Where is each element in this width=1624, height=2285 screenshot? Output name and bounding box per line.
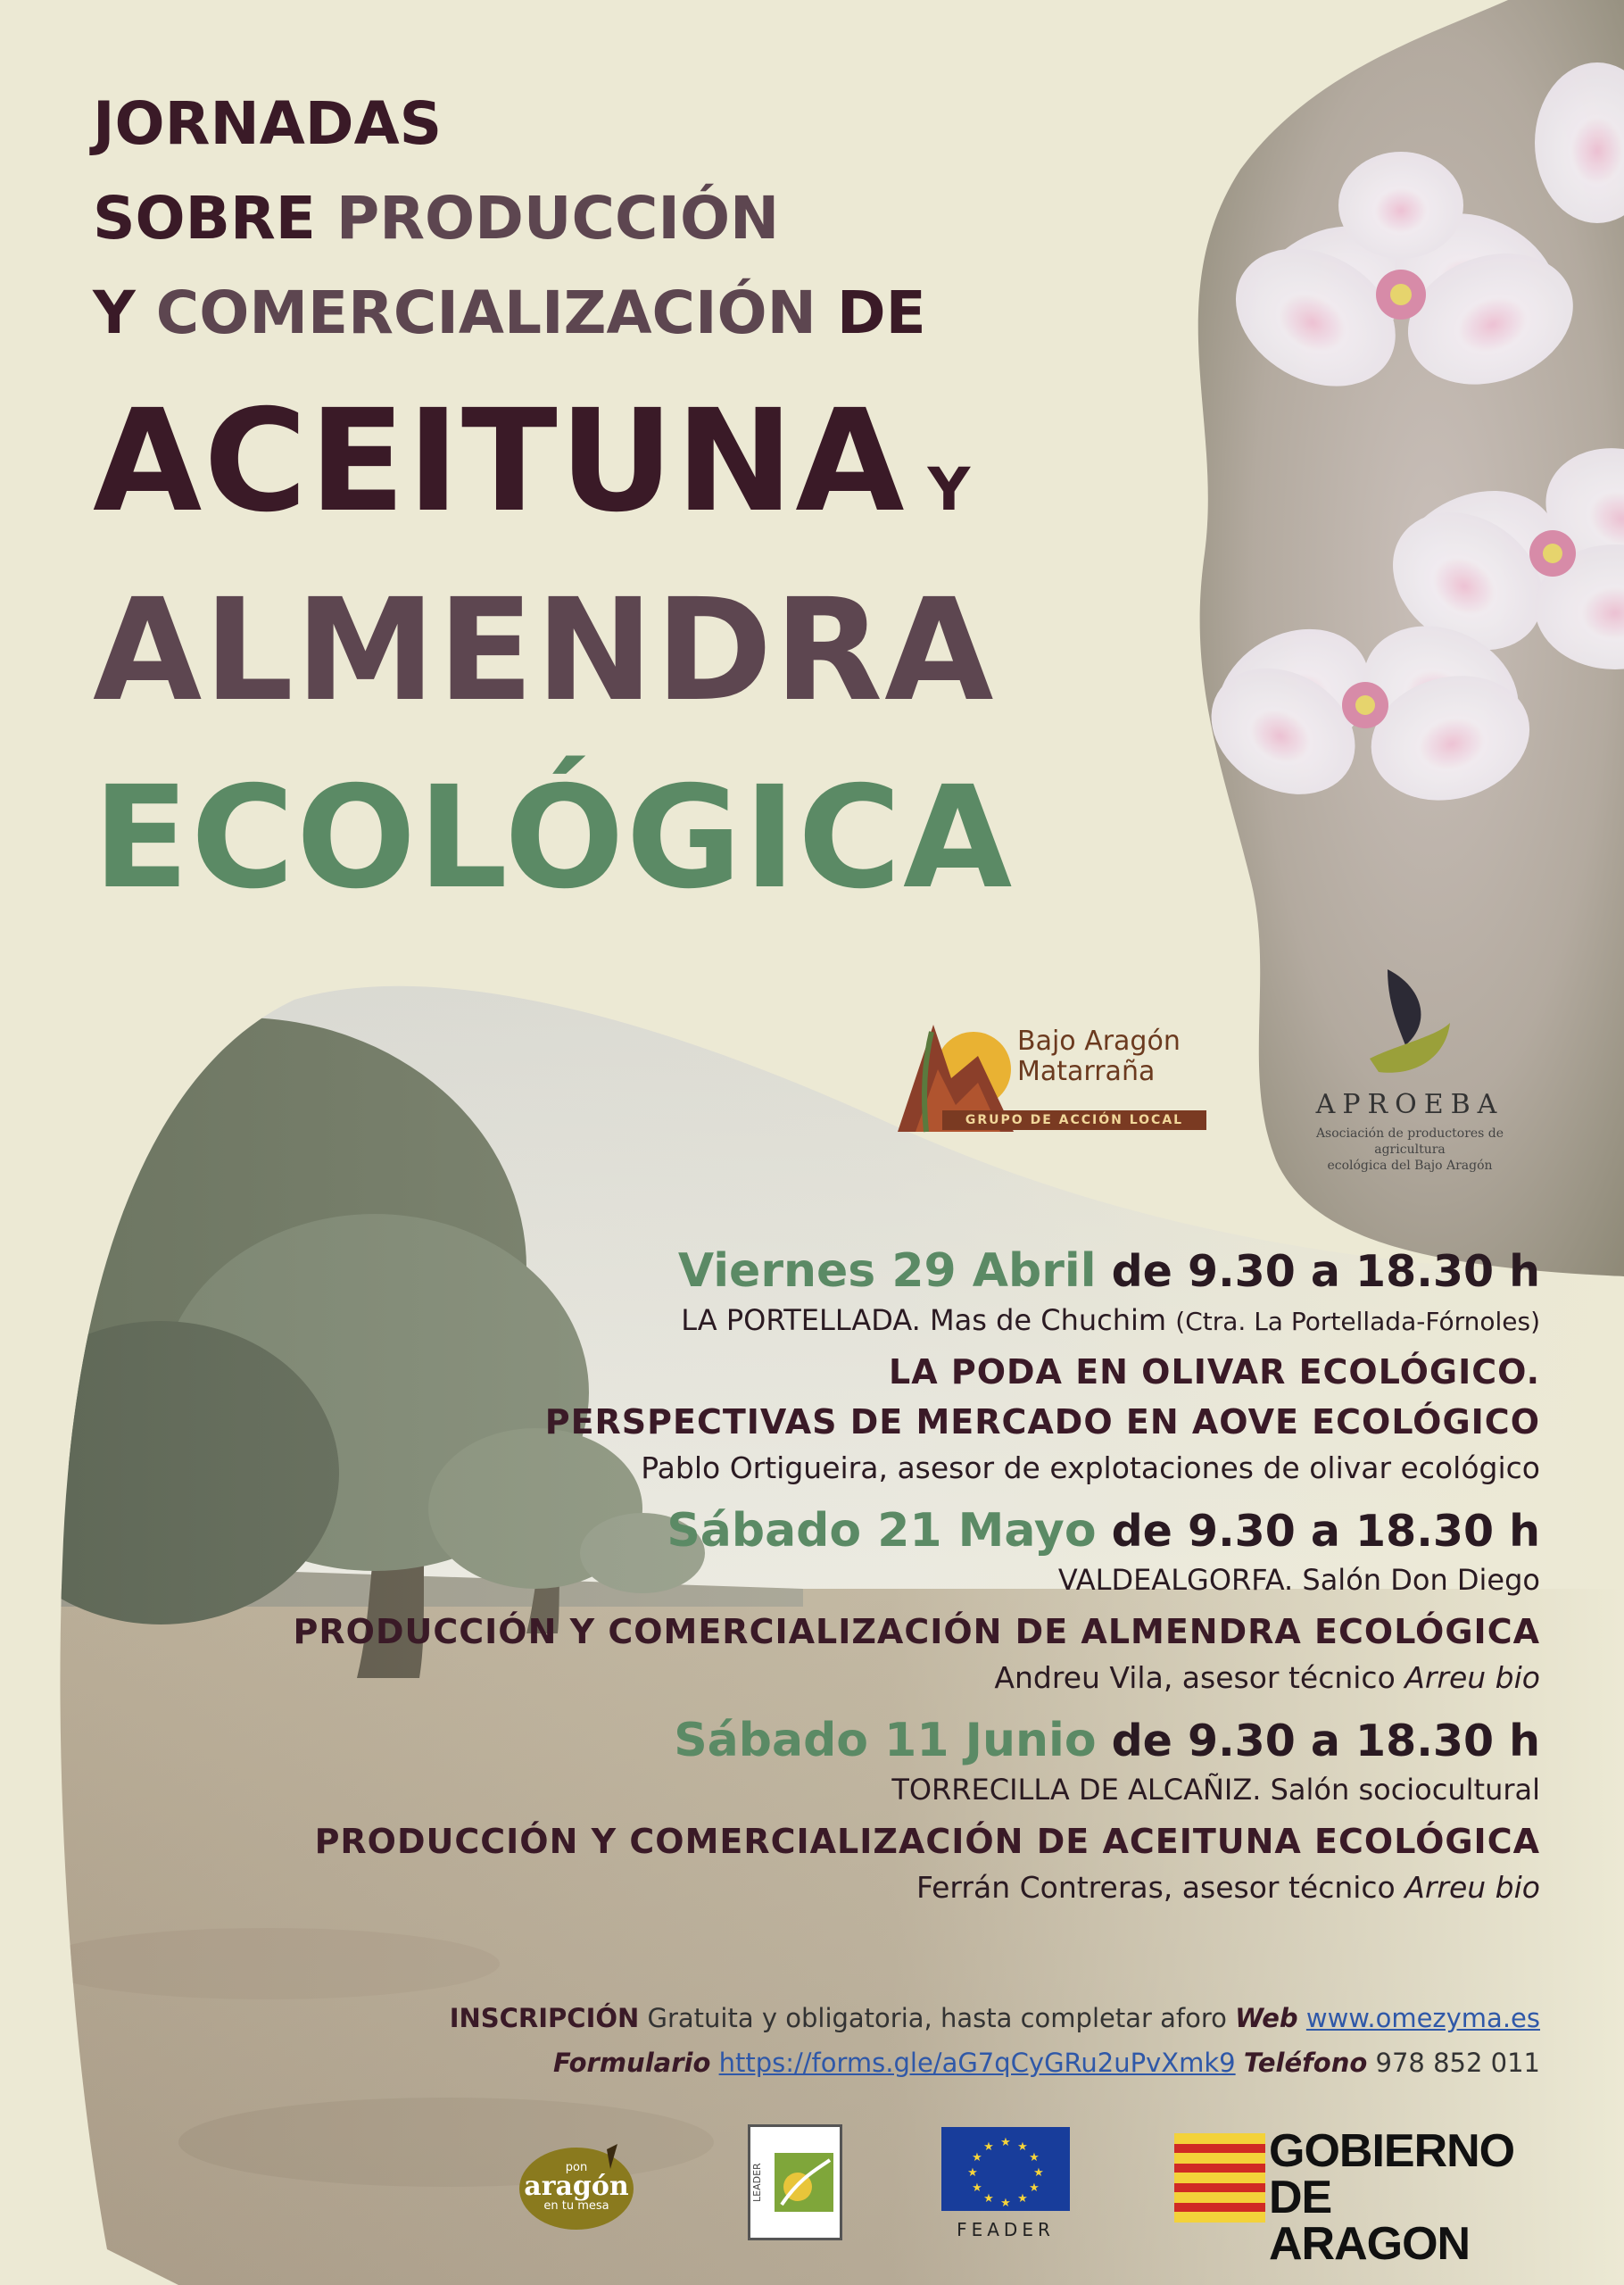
grupo-accion-local-label: GRUPO DE ACCIÓN LOCAL [942, 1110, 1206, 1130]
svg-text:★: ★ [1000, 2136, 1011, 2149]
aproeba-description [1285, 1126, 1535, 1174]
title-word-comercializacion: COMERCIALIZACIÓN [155, 278, 816, 347]
registration-line-1 [450, 1996, 1540, 2040]
event-2-speaker-line [202, 1657, 1540, 1699]
event-2-talk: PRODUCCIÓN Y COMERCIALIZACIÓN DE ALMENDRA ECOLÓGICA [293, 1612, 1540, 1651]
eu-feader-logo [939, 2124, 1073, 2240]
title-word-y: Y [93, 278, 136, 347]
en-tu-mesa-label: en tu mesa [543, 2199, 609, 2213]
svg-text:★: ★ [967, 2166, 978, 2180]
matarrana-name: Matarraña [1017, 1056, 1156, 1087]
event-3-time: de 9.30 a 18.30 h [1111, 1716, 1540, 1766]
leader-emblem-icon [773, 2151, 835, 2214]
event-3-talk: PRODUCCIÓN Y COMERCIALIZACIÓN DE ACEITUNA ECOLÓGICA [314, 1822, 1540, 1861]
web-link[interactable]: www.omezyma.es [1305, 2003, 1540, 2033]
event-1-date: Viernes 29 Abril [677, 1244, 1097, 1298]
eu-flag-icon [939, 2124, 1073, 2214]
registration-info [450, 1996, 1540, 2085]
title-word-y-small: Y [927, 455, 973, 524]
aproeba-desc-line-1: Asociación de productores de agricultura [1315, 1126, 1504, 1157]
phone-label: Teléfono [1243, 2048, 1368, 2078]
title-ecologica: ECOLÓGICA [93, 756, 1015, 920]
title-word-de: DE [836, 278, 926, 347]
event-1-talk-1: LA PODA EN OLIVAR ECOLÓGICO. [889, 1352, 1540, 1392]
event-3-place: TORRECILLA DE ALCAÑIZ. Salón sociocultural [891, 1773, 1540, 1807]
event-2-date-line [202, 1502, 1540, 1560]
bajo-aragon-name: Bajo Aragón [1017, 1026, 1181, 1057]
gobierno-aragon-logo [1174, 2125, 1540, 2270]
event-3-speaker: Ferrán Contreras, asesor técnico [916, 1870, 1396, 1905]
event-1-date-line [202, 1242, 1540, 1300]
leader-label: LEADER [751, 2163, 763, 2202]
event-1 [202, 1242, 1540, 1490]
aragon-flag-icon [1174, 2133, 1265, 2223]
title-word-sobre: SOBRE [93, 184, 316, 253]
pon-label: pon [565, 2161, 588, 2174]
form-link[interactable]: https://forms.gle/aG7qCyGRu2uPvXmk9 [718, 2048, 1236, 2078]
svg-text:★: ★ [1029, 2181, 1040, 2195]
gobierno-label: GOBIERNO [1269, 2125, 1515, 2177]
registration-text: Gratuita y obligatoria, hasta completar aforo [647, 2003, 1227, 2033]
events-list [202, 1242, 1540, 1909]
phone-number: 978 852 011 [1375, 2048, 1540, 2078]
title-line-2 [93, 184, 780, 253]
event-3 [202, 1712, 1540, 1909]
title-word-aceituna: ACEITUNA [93, 379, 907, 544]
registration-label: INSCRIPCIÓN [449, 2003, 640, 2033]
event-2-speaker-org: Arreu bio [1404, 1660, 1540, 1695]
svg-text:★: ★ [1033, 2166, 1044, 2180]
svg-text:★: ★ [983, 2192, 994, 2206]
svg-text:★: ★ [1017, 2192, 1028, 2206]
title-word-produccion: PRODUCCIÓN [336, 184, 780, 253]
event-2-time: de 9.30 a 18.30 h [1111, 1506, 1540, 1557]
event-2-date: Sábado 21 Mayo [667, 1504, 1097, 1558]
web-label: Web [1235, 2003, 1298, 2033]
leader-logo [748, 2124, 842, 2240]
event-3-speaker-line [202, 1866, 1540, 1909]
form-label: Formulario [553, 2048, 711, 2078]
event-2-place: VALDEALGORFA. Salón Don Diego [1057, 1563, 1540, 1597]
event-3-date: Sábado 11 Junio [674, 1714, 1097, 1767]
svg-text:★: ★ [1029, 2151, 1040, 2165]
title-line-1: JORNADAS [93, 89, 443, 158]
title-aceituna [93, 379, 973, 544]
event-1-time: de 9.30 a 18.30 h [1111, 1246, 1540, 1297]
de-aragon-label: DE ARAGON [1269, 2172, 1471, 2270]
bajo-aragon-logo [889, 1007, 1210, 1141]
event-1-place-line [202, 1300, 1540, 1342]
event-2 [202, 1502, 1540, 1699]
aproeba-desc-line-2: ecológica del Bajo Aragón [1327, 1159, 1493, 1173]
event-1-speaker: Pablo Ortigueira, asesor de explotaciones de olivar ecológico [641, 1450, 1540, 1485]
event-1-talk-2: PERSPECTIVAS DE MERCADO EN AOVE ECOLÓGICO [544, 1402, 1540, 1442]
svg-text:★: ★ [983, 2140, 994, 2154]
registration-line-2 [450, 2040, 1540, 2085]
pon-aragon-logo [518, 2142, 635, 2231]
feader-label: FEADER [957, 2219, 1055, 2240]
aragon-label: aragón [524, 2171, 629, 2202]
svg-text:★: ★ [1017, 2140, 1028, 2154]
svg-text:★: ★ [972, 2181, 982, 2195]
event-3-date-line [202, 1712, 1540, 1770]
svg-text:★: ★ [1000, 2197, 1011, 2210]
aproeba-logo [1285, 960, 1535, 1192]
aproeba-leaf-icon [1361, 960, 1459, 1085]
title-line-3 [93, 278, 926, 347]
event-1-place: LA PORTELLADA. Mas de Chuchim [681, 1303, 1167, 1337]
event-2-speaker: Andreu Vila, asesor técnico [994, 1660, 1396, 1695]
event-3-speaker-org: Arreu bio [1404, 1870, 1540, 1905]
svg-text:★: ★ [972, 2151, 982, 2165]
aproeba-name: APROEBA [1315, 1089, 1504, 1120]
event-1-place-note: (Ctra. La Portellada-Fórnoles) [1175, 1307, 1540, 1336]
title-almendra: ALMENDRA [93, 569, 996, 733]
